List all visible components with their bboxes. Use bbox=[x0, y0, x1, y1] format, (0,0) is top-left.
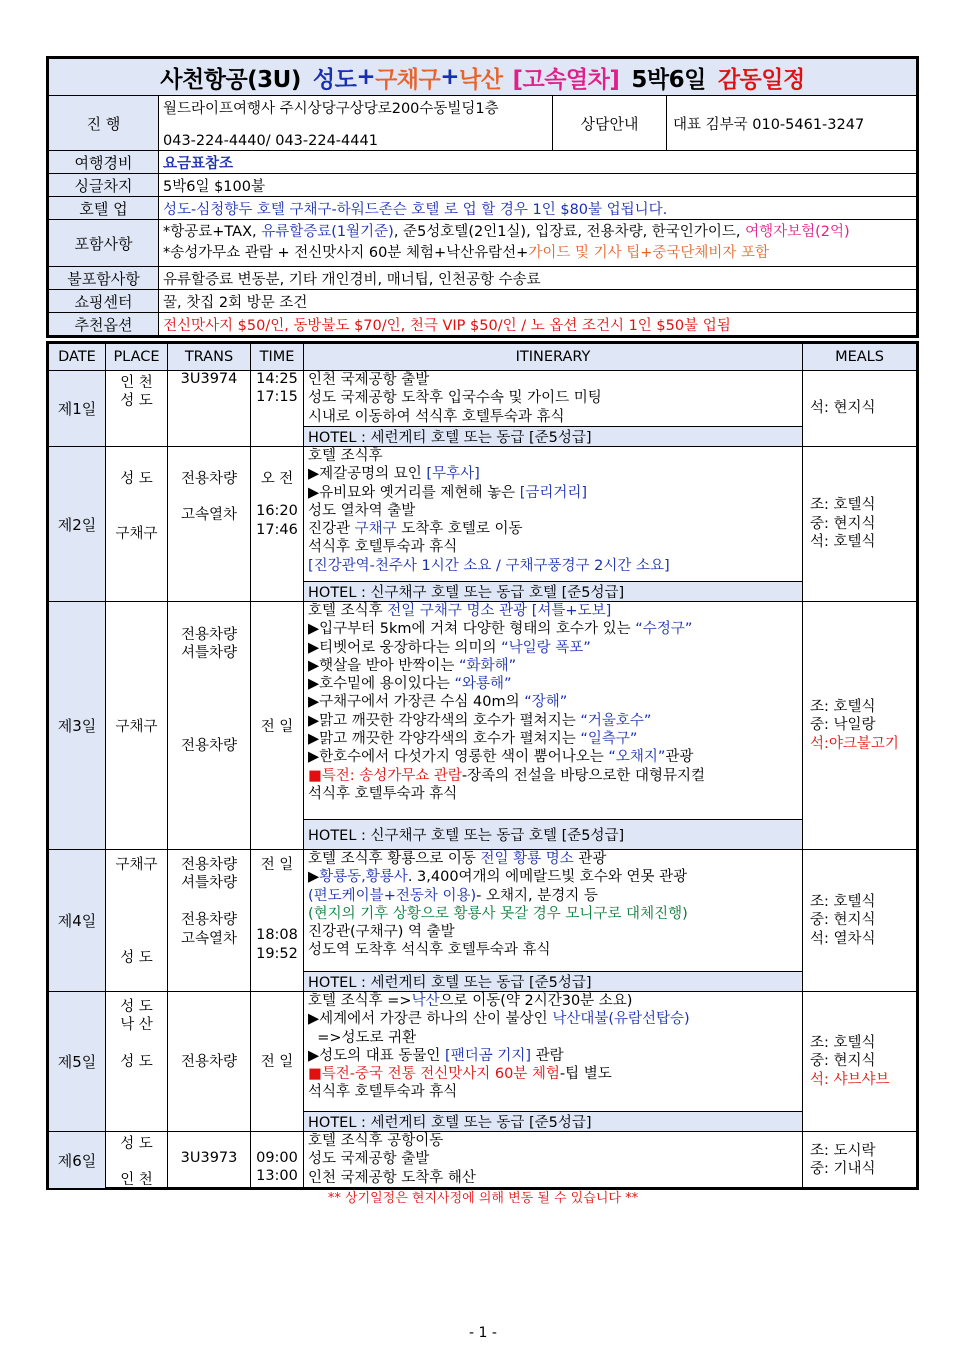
itinerary-line: 성도 열차역 출발 bbox=[308, 502, 416, 519]
itinerary-line: ■특전: 송성가무쇼 관람-장족의 전설을 바탕으로한 대형뮤지컬 bbox=[308, 767, 706, 784]
included-label: 포함사항 bbox=[49, 220, 159, 266]
itinerary-line: (현지의 기후 상황으로 황룡사 못갈 경우 모니구로 대체진행) bbox=[308, 905, 688, 922]
title-duration: 5박6일 bbox=[631, 66, 706, 93]
page-title bbox=[49, 59, 916, 96]
meal-item: 조: 도시락 bbox=[810, 1142, 876, 1159]
info-row-fee bbox=[49, 151, 916, 174]
day-time: 전 일 bbox=[260, 857, 294, 873]
contact-label: 상담안내 bbox=[553, 96, 667, 150]
day-trans: 전용차량 bbox=[180, 912, 238, 928]
day-time: 19:52 bbox=[256, 946, 298, 962]
itinerary-line: ▶구채구에서 가장큰 수심 40m의 “장해” bbox=[308, 694, 568, 711]
day-date: 제3일 bbox=[49, 602, 106, 849]
day-place: 구채구 bbox=[115, 526, 158, 542]
process-label: 진 행 bbox=[49, 96, 159, 150]
day-place: 구채구 bbox=[115, 857, 158, 873]
meal-item: 조: 호텔식 bbox=[810, 698, 876, 715]
day-trans: 셔틀차량 bbox=[180, 875, 238, 891]
included-1d: 여행자보험(2억) bbox=[745, 224, 850, 240]
hotel-upgrade-value: 성도-심청향두 호텔 구채구-하워드존슨 호텔 로 업 할 경우 1인 $80불 업됩니다. bbox=[163, 201, 668, 218]
itinerary-line: 호텔 조식후 황룡으로 이동 전일 황룡 명소 관광 bbox=[308, 851, 607, 867]
itinerary-line: 석식후 호텔투숙과 휴식 bbox=[308, 1084, 458, 1101]
single-label: 싱글차지 bbox=[49, 174, 159, 196]
day-trans: 전용차량 bbox=[180, 1054, 238, 1070]
hotel-info: HOTEL : 세런게티 호텔 또는 동급 [준5성급] bbox=[304, 971, 802, 991]
table-row bbox=[49, 447, 916, 602]
day-trans: 전용차량 bbox=[180, 738, 238, 754]
table-row bbox=[49, 602, 916, 850]
day-time: 09:00 bbox=[256, 1150, 298, 1166]
itinerary-line: 성도역 도착후 석식후 호텔투숙과 휴식 bbox=[308, 942, 551, 959]
itinerary-line: 호텔 조식후 전일 구채구 명소 관광 [셔틀+도보] bbox=[308, 603, 612, 619]
itinerary-line: ▶제갈공명의 묘인 [무후사] bbox=[308, 466, 480, 483]
info-row-single bbox=[49, 174, 916, 197]
info-row-process bbox=[49, 96, 916, 151]
itinerary-line: ▶성도의 대표 동물인 [팬더곰 기지] 관람 bbox=[308, 1047, 564, 1064]
table-row bbox=[49, 1132, 916, 1188]
title-plus2: + bbox=[440, 64, 460, 90]
included-2a: *송성가무쇼 관람 + 전신맛사지 60분 체험+낙산유람선+ bbox=[163, 245, 529, 261]
itinerary-line: 석식후 호텔투숙과 휴식 bbox=[308, 785, 458, 802]
hotel-info: HOTEL : 세런게티 호텔 또는 동급 [준5성급] bbox=[304, 426, 802, 446]
info-row-included bbox=[49, 220, 916, 267]
day-place: 인 천 bbox=[120, 375, 153, 391]
itinerary-table bbox=[46, 341, 919, 1190]
day-date: 제2일 bbox=[49, 447, 106, 601]
info-row-excluded bbox=[49, 267, 916, 290]
company-address: 월드라이프여행사 주시상당구상당로200수동빌딩1층 bbox=[163, 101, 499, 117]
day-time: 16:20 bbox=[256, 503, 298, 519]
company-info bbox=[159, 96, 553, 150]
title-city3: 낙산 bbox=[459, 66, 503, 93]
meal-item: 석: 열차식 bbox=[810, 930, 876, 947]
excluded-value: 유류할증료 변동분, 기타 개인경비, 매너팁, 인천공항 수송료 bbox=[163, 271, 541, 288]
itinerary-line: 호텔 조식후 공항이동 bbox=[308, 1133, 444, 1149]
meal-item: 석: 샤브샤브 bbox=[810, 1071, 890, 1088]
itinerary-line: ▶세계에서 가장큰 하나의 산이 불상인 낙산대불(유람선탑승) bbox=[308, 1011, 690, 1028]
day-date: 제1일 bbox=[49, 371, 106, 446]
included-1a: *항공료+TAX, bbox=[163, 224, 262, 240]
itinerary-line: =>성도로 귀환 bbox=[308, 1029, 417, 1046]
page-number: - 1 - bbox=[469, 1325, 497, 1341]
day-trans: 전용차량 bbox=[180, 471, 238, 487]
itinerary-line: 호텔 조식후 bbox=[308, 448, 383, 464]
day-trans: 전용차량 bbox=[180, 857, 238, 873]
itinerary-line: ▶입구부터 5km에 거쳐 다양한 형태의 호수가 있는 “수정구” bbox=[308, 621, 693, 638]
info-row-hotel-upgrade bbox=[49, 197, 916, 220]
itinerary-line: 호텔 조식후 =>낙산으로 이동(약 2시간30분 소요) bbox=[308, 993, 633, 1009]
single-value: 5박6일 $100불 bbox=[163, 178, 265, 195]
day-date: 제5일 bbox=[49, 992, 106, 1131]
itinerary-line: ▶맑고 깨끗한 각양각색의 호수가 펼쳐지는 “거울호수” bbox=[308, 712, 652, 729]
info-block bbox=[46, 56, 919, 338]
hotel-info: HOTEL : 세런게티 호텔 또는 동급 [준5성급] bbox=[304, 1111, 802, 1131]
meal-item: 조: 호텔식 bbox=[810, 497, 876, 514]
header-trans: TRANS bbox=[168, 344, 251, 370]
day-trans: 전용차량 bbox=[180, 627, 238, 643]
included-value bbox=[159, 220, 916, 266]
info-row-options bbox=[49, 313, 916, 335]
itinerary-line: 성도 국제공항 출발 bbox=[308, 1151, 430, 1168]
itinerary-line: ▶유비묘와 옛거리를 제현해 놓은 [금리거리] bbox=[308, 484, 588, 501]
itinerary-line: 석식후 호텔투숙과 휴식 bbox=[308, 539, 458, 556]
title-plus1: + bbox=[356, 64, 376, 90]
included-2b: 가이드 및 기사 팁+중국단체비자 포함 bbox=[528, 245, 770, 261]
itinerary-line: ▶맑고 깨끗한 각양각색의 호수가 펼쳐지는 “일측구” bbox=[308, 731, 638, 748]
included-1c: , 준5성호텔(2인1실), 입장료, 전용차량, 한국인가이드, bbox=[393, 224, 746, 240]
shopping-label: 쇼핑센터 bbox=[49, 290, 159, 312]
day-time: 14:25 bbox=[256, 371, 298, 387]
day-place: 성 도 bbox=[120, 393, 153, 409]
itinerary-line: 인천 국제공항 도착후 해산 bbox=[308, 1169, 476, 1186]
meal-item: 석:야크불고기 bbox=[810, 735, 899, 752]
day-time: 전 일 bbox=[260, 1054, 294, 1070]
itinerary-line: ▶티벳어로 웅장하다는 의미의 “낙일랑 폭포” bbox=[308, 639, 591, 656]
day-place: 성 도 bbox=[120, 1136, 153, 1152]
meal-item: 중: 기내식 bbox=[810, 1161, 876, 1177]
day-trans: 3U3973 bbox=[180, 1150, 238, 1166]
meal-item: 석: 현지식 bbox=[810, 400, 876, 417]
table-row bbox=[49, 850, 916, 992]
itinerary-line: ■특전-중국 전통 전신맛사지 60분 체험-팁 별도 bbox=[308, 1066, 612, 1083]
meal-item: 석: 호텔식 bbox=[810, 534, 876, 551]
header-time: TIME bbox=[251, 344, 304, 370]
day-place: 성 도 bbox=[120, 471, 153, 487]
itinerary-line: 인천 국제공항 출발 bbox=[308, 372, 430, 388]
fee-label: 여행경비 bbox=[49, 151, 159, 173]
title-tagline: 감동일정 bbox=[717, 66, 805, 93]
excluded-label: 불포함사항 bbox=[49, 267, 159, 289]
day-trans: 고속열차 bbox=[180, 507, 238, 523]
day-trans: 고속열차 bbox=[180, 931, 238, 947]
table-header bbox=[49, 344, 916, 371]
day-date: 제4일 bbox=[49, 850, 106, 991]
info-row-shopping bbox=[49, 290, 916, 313]
day-time: 전 일 bbox=[260, 719, 294, 735]
day-place: 낙 산 bbox=[120, 1017, 153, 1033]
day-place: 인 천 bbox=[120, 1172, 153, 1188]
day-place: 성 도 bbox=[120, 1054, 153, 1070]
itinerary-line: 진강관 구채구 도착후 호텔로 이동 bbox=[308, 521, 523, 538]
contact-value: 대표 김부국 010-5461-3247 bbox=[673, 116, 865, 133]
table-row bbox=[49, 992, 916, 1132]
day-time: 13:00 bbox=[256, 1168, 298, 1184]
itinerary-line: 시내로 이동하여 석식후 호텔투숙과 휴식 bbox=[308, 408, 565, 425]
hotel-info: HOTEL : 신구채구 호텔 또는 동급 호텔 [준5성급] bbox=[304, 819, 802, 849]
title-city1: 성도 bbox=[312, 66, 357, 93]
table-row bbox=[49, 371, 916, 447]
day-place: 구채구 bbox=[115, 719, 158, 735]
header-meals: MEALS bbox=[835, 349, 884, 365]
fee-value: 요금표참조 bbox=[163, 155, 234, 172]
hotel-info: HOTEL : 신구채구 호텔 또는 동급 호텔 [준5성급] bbox=[304, 581, 802, 601]
options-value: 전신맛사지 $50/인, 동방불도 $70/인, 천극 VIP $50/인 / 노 옵션 조건시 1인 $50불 업됨 bbox=[163, 317, 731, 334]
schedule-notice: ** 상기일정은 현지사정에 의해 변동 될 수 있습니다 ** bbox=[327, 1191, 639, 1206]
header-place: PLACE bbox=[106, 344, 168, 370]
day-place: 성 도 bbox=[120, 999, 153, 1015]
meal-item: 중: 낙일랑 bbox=[810, 717, 876, 734]
itinerary-line: ▶호수밑에 용이있다는 “와룡해” bbox=[308, 676, 512, 693]
meal-item: 중: 현지식 bbox=[810, 1053, 876, 1070]
included-1b: 유류할증료(1월기준) bbox=[261, 224, 394, 240]
itinerary-line: 성도 국제공항 도착후 입국수속 및 가이드 미팅 bbox=[308, 390, 602, 407]
day-time: 17:15 bbox=[256, 389, 298, 405]
meal-item: 중: 현지식 bbox=[810, 515, 876, 532]
itinerary-line: ▶한호수에서 다섯가지 영롱한 색이 뿜어나오는 “오채지”관광 bbox=[308, 749, 694, 766]
itinerary-line: ▶황룡동,황룡사. 3,400여개의 에메랄드빛 호수와 연못 관광 bbox=[308, 869, 688, 886]
title-airline: 사천항공(3U) bbox=[160, 66, 301, 93]
itinerary-line: (편도케이블+전동차 이용)- 오채지, 분경지 등 bbox=[308, 887, 598, 904]
day-trans: 셔틀차량 bbox=[180, 645, 238, 661]
itinerary-line: 진강관(구채구) 역 출발 bbox=[308, 924, 455, 941]
day-date: 제6일 bbox=[49, 1132, 106, 1188]
day-place: 성 도 bbox=[120, 950, 153, 966]
company-phone: 043-224-4440/ 043-224-4441 bbox=[163, 133, 378, 149]
day-trans: 3U3974 bbox=[180, 371, 238, 387]
meal-item: 중: 현지식 bbox=[810, 912, 876, 929]
day-time: 오 전 bbox=[260, 471, 294, 487]
shopping-value: 꿀, 찻집 2회 방문 조건 bbox=[163, 294, 308, 311]
meal-item: 조: 호텔식 bbox=[810, 893, 876, 910]
itinerary-line: ▶햇살을 받아 반짝이는 “화화해” bbox=[308, 657, 517, 674]
hotel-upgrade-label: 호텔 업 bbox=[49, 197, 159, 219]
header-itinerary: ITINERARY bbox=[304, 344, 803, 370]
title-train: [고속열차] bbox=[512, 66, 620, 93]
title-city2: 구채구 bbox=[375, 66, 441, 93]
header-date: DATE bbox=[49, 344, 106, 370]
day-time: 17:46 bbox=[256, 522, 298, 538]
meal-item: 조: 호텔식 bbox=[810, 1034, 876, 1051]
itinerary-line: [진강관역-천주사 1시간 소요 / 구채구풍경구 2시간 소요] bbox=[308, 557, 670, 574]
day-time: 18:08 bbox=[256, 927, 298, 943]
options-label: 추천옵션 bbox=[49, 313, 159, 335]
